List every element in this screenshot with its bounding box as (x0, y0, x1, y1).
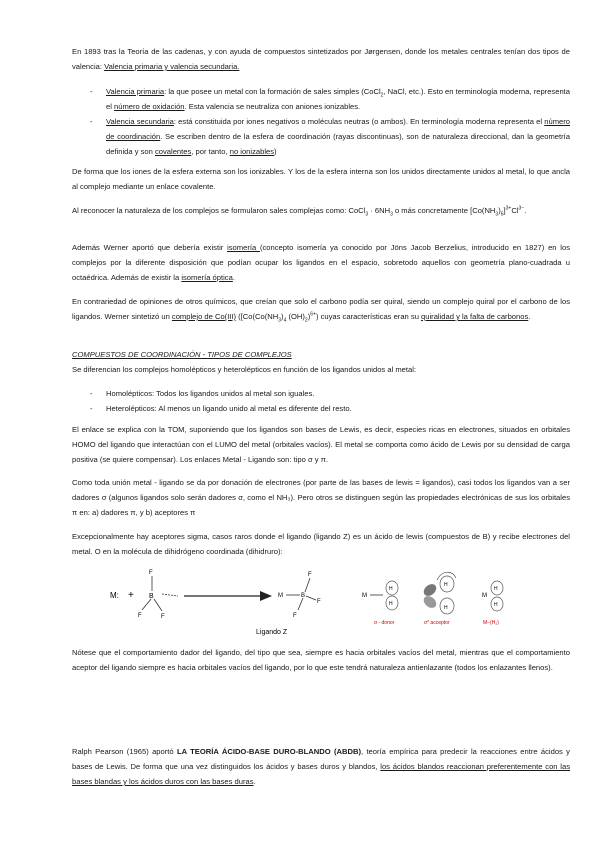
tipos-intro: Se diferencian los complejos homolépticos y heterolépticos en función de los ligandos unidos al metal: (72, 365, 417, 374)
hydrogen-atom: H (444, 582, 448, 588)
mh2-label: M–(H₂) (483, 620, 499, 626)
metal-atom: M (278, 593, 283, 599)
intro-paragraph: En 1893 tras la Teoría de las cadenas, y con ayuda de compuestos sintetizados por Jørgensen, donde los metales centrales tenían dos tipos de valencia: Valencia primaria y valencia secundaria. (72, 47, 570, 71)
hydrogen-atom: H (389, 586, 393, 592)
fluorine-atom: F (317, 599, 321, 605)
hydrogen-atom: H (494, 586, 498, 592)
ligand-z-figure (100, 562, 530, 642)
boron-atom: B (301, 593, 306, 599)
list-item: - Valencia secundaria: está constituida por iones negativos o moléculas neutras (o ambos). En terminología moderna representa el número de coordinación. Se escriben dentro de la esfera de coordinación (rayas discontinuas), son de naturaleza direccional, dan la geometría definida y son covalentes, por tanto, no ionizables) (90, 114, 570, 159)
plus-sign: + (128, 590, 134, 601)
fluorine-atom: F (308, 572, 312, 578)
isomeria-paragraph: Además Werner aportó que debería existir isomería (concepto isomería ya conocido por Jöns Jacob Berzelius, introducido en 1827) en los complejos por la diferente disposición que podían ocupar los ligandos en el espacio, sobretodo aquellos con geometría plano-cuadrada u octaédrica. Además de existir la isomería óptica. (72, 243, 571, 282)
list-item: - Homolépticos: Todos los ligandos unidos al metal son iguales. (90, 386, 570, 401)
donacion-paragraph: Como toda unión metal - ligando se da por donación de electrones (por parte de las bases de lewis = ligandos), casi todos los ligandos van a ser dadores σ (algunos ligandos solo serán dadores σ, como el NH₃). Pero otros se distinguen según las propiedades electrónicas de sus los orbitales π en: a) dadores π, y b) aceptores π (72, 478, 570, 517)
metal-atom: M (482, 593, 487, 599)
fluorine-atom: F (161, 614, 165, 620)
metal-atom: M (362, 593, 367, 599)
valencias-link: Valencia primaria y valencia secundaria. (104, 62, 240, 71)
sales-complejas-paragraph: Al reconocer la naturaleza de los complejos se formularon sales complejas como: CoCl$_3$ · $6NH_3$ o más concretamente $[Co(NH_3)_6]^{3+}Cl^{3-}$. (72, 205, 527, 218)
aceptores-paragraph: Excepcionalmente hay aceptores sigma, casos raros donde el ligando (ligando Z) es un ácido de lewis (compuestos de B) y recibe electrones del metal. O en la molécula de dihidrógeno coordinada (dihidruro): (72, 532, 570, 556)
list-item: - Valencia primaria: la que posee un metal con la formación de sales simples (CoCl$_2$, NaCl, etc.). Esto en terminología moderna, representa el número de oxidación. Esta valencia se neutraliza con aniones ionizables. (90, 84, 570, 114)
section-heading: COMPUESTOS DE COORDINACIÓN - TIPOS DE COMPLEJOS (72, 350, 292, 359)
hydrogen-atom: H (389, 601, 393, 607)
list-item: - Heterolépticos: Al menos un ligando unido al metal es diferente del resto. (90, 401, 570, 416)
fluorine-atom: F (138, 613, 142, 619)
hydrogen-atom: H (444, 605, 448, 611)
quiralidad-paragraph: En contrariedad de opiniones de otros químicos, que creían que solo el carbono podía ser quiral, siendo un complejo quiral por el carbono de los ligandos. Werner sintetizó un complejo de Co(III) ([$Co(Co(NH_3)_4$ $(OH)_2)^{6+}$) cuyas características eran su quiralidad y la falta de carbonos. (72, 297, 570, 324)
metal-label: M: (110, 591, 119, 600)
comportamiento-paragraph: Nótese que el comportamiento dador del ligando, del tipo que sea, siempre es hacia orbitales vacíos del metal, mientras que el comportamiento aceptor del ligando siempre es hacia orbitales vacíos del ligando, por lo que este tendrá naturaleza antienlazante (todos los enlazantes llenos). (72, 648, 570, 672)
pearson-paragraph: Ralph Pearson (1965) aportó LA TEORÍA ÁCIDO-BASE DURO-BLANDO (ABDB), teoría empírica para predecir la reacciones entre ácidos y bases de Lewis. De forma que una vez distinguidos los ácidos y bases duros y blandos, los ácidos blandos reaccionan preferentemente con las bases blandas y los ácidos duros con las bases duras. (72, 747, 571, 786)
reaction-arrow-icon (260, 591, 272, 601)
hydrogen-atom: H (494, 602, 498, 608)
tom-paragraph: El enlace se explica con la TOM, suponiendo que los ligandos son bases de Lewis, es decir, especies ricas en electrones, situados en orbitales HOMO del ligando que interactúan con el LUMO del metal (orbitales vacíos). El metal se comporta como ácido de Lewis por su densidad de carga positiva (se quiere compensar). Los enlaces Metal - Ligando son: tipo σ y π. (72, 425, 570, 464)
fluorine-atom: F (149, 570, 153, 576)
fluorine-atom: F (293, 613, 297, 619)
sigma-donor-label: σ - donor (374, 620, 395, 626)
sigma-acceptor-label: σ* acceptor (424, 620, 450, 626)
tipos-list (90, 386, 570, 416)
boron-atom: B (149, 593, 154, 600)
valencias-list (90, 84, 570, 159)
esfera-paragraph: De forma que los iones de la esfera externa son los ionizables. Y los de la esfera interna son los unidos directamente unidos al metal, lo que ancla al complejo mediante un enlace covalente. (72, 167, 570, 191)
ligand-z-label: Ligando Z (256, 629, 288, 636)
